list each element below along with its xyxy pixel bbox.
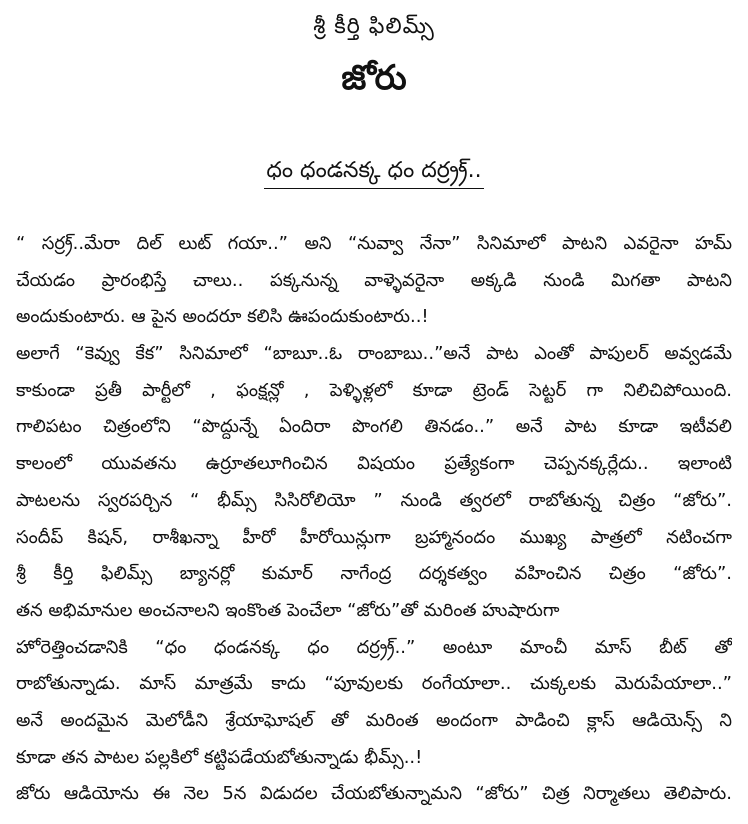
article-line: చేయడం ప్రారంభిస్తే చాలు.. పక్కనున్న వాళ్ళెవరైనా అక్కడి నుండి మిగతా పాటని bbox=[16, 269, 732, 291]
article-line: తన అభిమానుల అంచనాలని ఇంకొంత పెంచేలా “జోరు”తో మరింత హుషారుగా bbox=[16, 599, 560, 621]
article-line: అనే అందమైన మెలోడీని శ్రేయాఘోషల్ తో మరింత అందంగా పాడించి క్లాస్ ఆడియెన్స్ ని bbox=[16, 709, 732, 731]
article-line: అందుకుంటారు. ఆ పైన అందరూ కలిసి ఊపందుకుంటారు..! bbox=[16, 306, 429, 328]
article-line: రాబోతున్నాడు. మాస్ మాత్రమే కాదు “పూవులకు రంగేయాలా.. చుక్కలకు మెరుపేయాలా..” bbox=[16, 673, 732, 695]
article-line: కూడా తన పాటల పల్లకిలో కట్టిపడేయబోతున్నాడు భీమ్స్..! bbox=[16, 746, 423, 768]
section-heading-wrapper bbox=[0, 156, 748, 189]
article-line: “ సర్ర్ర్..మేరా దిల్ లుట్ గయా..” అని “నువ్వా నేనా” సినిమాలో పాటని ఎవరైనా హమ్ bbox=[16, 233, 732, 254]
article-line: గాలిపటం చిత్రంలోని “పొద్దున్నే ఏందిరా పొంగలి తినడం..” అనే పాట కూడా ఇటీవలి bbox=[16, 416, 732, 438]
article-body bbox=[16, 226, 732, 813]
article-line: జోరు ఆడియోను ఈ నెల 5న విడుదల చేయబోతున్నామని “జోరు” చిత్ర నిర్మాతలు తెలిపారు. bbox=[16, 783, 732, 805]
article-line: హోరెత్తించడానికి “ధం ధండనక్క ధం దర్ర్ర్ర్..” అంటూ మాంచీ మాస్ బీట్ తో bbox=[16, 636, 732, 658]
movie-title: జోరు bbox=[341, 58, 407, 98]
article-line: శ్రీ కీర్తి ఫిలిమ్స్ బ్యానర్లో కుమార్ నాగేంద్ర దర్శకత్వం వహించిన చిత్రం “జోరు”. bbox=[16, 563, 732, 585]
section-heading: ధం ధండనక్క ధం దర్ర్ర్ర్.. bbox=[264, 156, 483, 189]
article-line: సందీప్ కిషన్, రాశీఖన్నా హీరో హీరోయిన్లుగా బ్రహ్మానందం ముఖ్య పాత్రలో నటించగా bbox=[16, 526, 732, 548]
production-banner: శ్రీ కీర్తి ఫిలిమ్స్ bbox=[313, 14, 435, 39]
article-line: పాటలను స్వరపర్చిన “ భీమ్స్ సిసిరోలియో ” నుండి త్వరలో రాబోతున్న చిత్రం “జోరు”. bbox=[16, 489, 732, 511]
article-line: కాలంలో యువతను ఉర్రూతలూగించిన విషయం ప్రత్యేకంగా చెప్పనక్కర్లేదు.. ఇలాంటి bbox=[16, 453, 732, 475]
article-line: కాకుండా ప్రతీ పార్టీలో , ఫంక్షన్లో , పెళ్ళిళ్లలో కూడా ట్రెండ్ సెట్టర్ గా నిలిచిపోయింది. bbox=[16, 379, 732, 401]
article-line: అలాగే “కెవ్వు కేక” సినిమాలో “బాబూ..ఓ రాంబాబు..”అనే పాట ఎంతో పాపులర్ అవ్వడమే bbox=[16, 343, 732, 365]
